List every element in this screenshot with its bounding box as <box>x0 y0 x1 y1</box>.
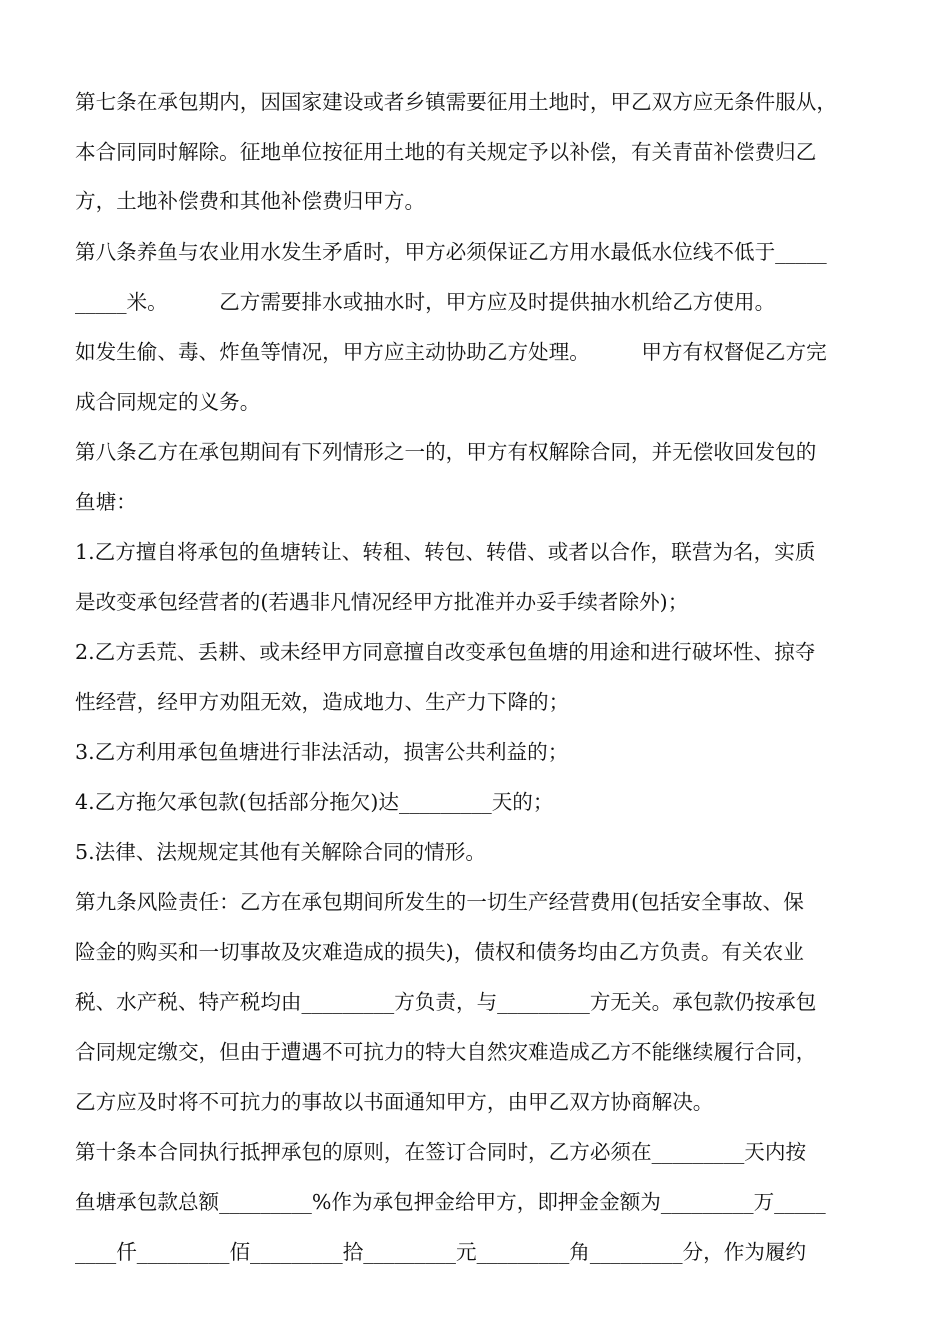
text-line: 3.乙方利用承包鱼塘进行非法活动，损害公共利益的； <box>75 740 569 764</box>
text-line: 第九条风险责任：乙方在承包期间所发生的一切生产经营费用(包括安全事故、保 <box>75 890 804 914</box>
text-line: 是改变承包经营者的(若遇非凡情况经甲方批准并办妥手续者除外)； <box>75 590 689 614</box>
text-line: 性经营，经甲方劝阻无效，造成地力、生产力下降的； <box>75 690 570 714</box>
text-line: 本合同同时解除。征地单位按征用土地的有关规定予以补偿，有关青苗补偿费归乙 <box>75 140 817 164</box>
text-line: 方，土地补偿费和其他补偿费归甲方。 <box>75 189 426 213</box>
text-line: 成合同规定的义务。 <box>75 390 261 414</box>
text-line: 乙方应及时将不可抗力的事故以书面通知甲方，由甲乙双方协商解决。 <box>75 1090 714 1114</box>
text-line: 合同规定缴交，但由于遭遇不可抗力的特大自然灾难造成乙方不能继续履行合同， <box>75 1040 817 1064</box>
text-line: 第七条在承包期内，因国家建设或者乡镇需要征用土地时，甲乙双方应无条件服从， <box>75 90 837 114</box>
text-line: 第十条本合同执行抵押承包的原则，在签订合同时，乙方必须在_________天内按 <box>75 1140 807 1164</box>
text-line: 如发生偷、毒、炸鱼等情况，甲方应主动协助乙方处理。 甲方有权督促乙方完 <box>75 340 827 364</box>
text-line: 1.乙方擅自将承包的鱼塘转让、转租、转包、转借、或者以合作，联营为名，实质 <box>75 540 816 564</box>
text-line: 2.乙方丢荒、丢耕、或未经甲方同意擅自改变承包鱼塘的用途和进行破坏性、掠夺 <box>75 640 816 664</box>
text-line: 5.法律、法规规定其他有关解除合同的情形。 <box>75 840 486 864</box>
text-line: 4.乙方拖欠承包款(包括部分拖欠)达_________天的； <box>75 790 554 814</box>
text-line: 险金的购买和一切事故及灾难造成的损失)，债权和债务均由乙方负责。有关农业 <box>75 940 804 964</box>
text-line: ____仟_________佰_________拾_________元_________角_________分，作为履约 <box>75 1240 807 1264</box>
text-line: 第八条养鱼与农业用水发生矛盾时，甲方必须保证乙方用水最低水位线不低于_____ <box>75 240 827 264</box>
text-line: 鱼塘： <box>75 490 137 514</box>
text-line: 第八条乙方在承包期间有下列情形之一的，甲方有权解除合同，并无偿收回发包的 <box>75 440 817 464</box>
text-line: _____米。 乙方需要排水或抽水时，甲方应及时提供抽水机给乙方使用。 <box>75 290 776 314</box>
text-line: 鱼塘承包款总额_________%作为承包押金给甲方，即押金金额为_________万_____ <box>75 1190 826 1214</box>
text-line: 税、水产税、特产税均由_________方负责，与_________方无关。承包款仍按承包 <box>75 990 817 1014</box>
